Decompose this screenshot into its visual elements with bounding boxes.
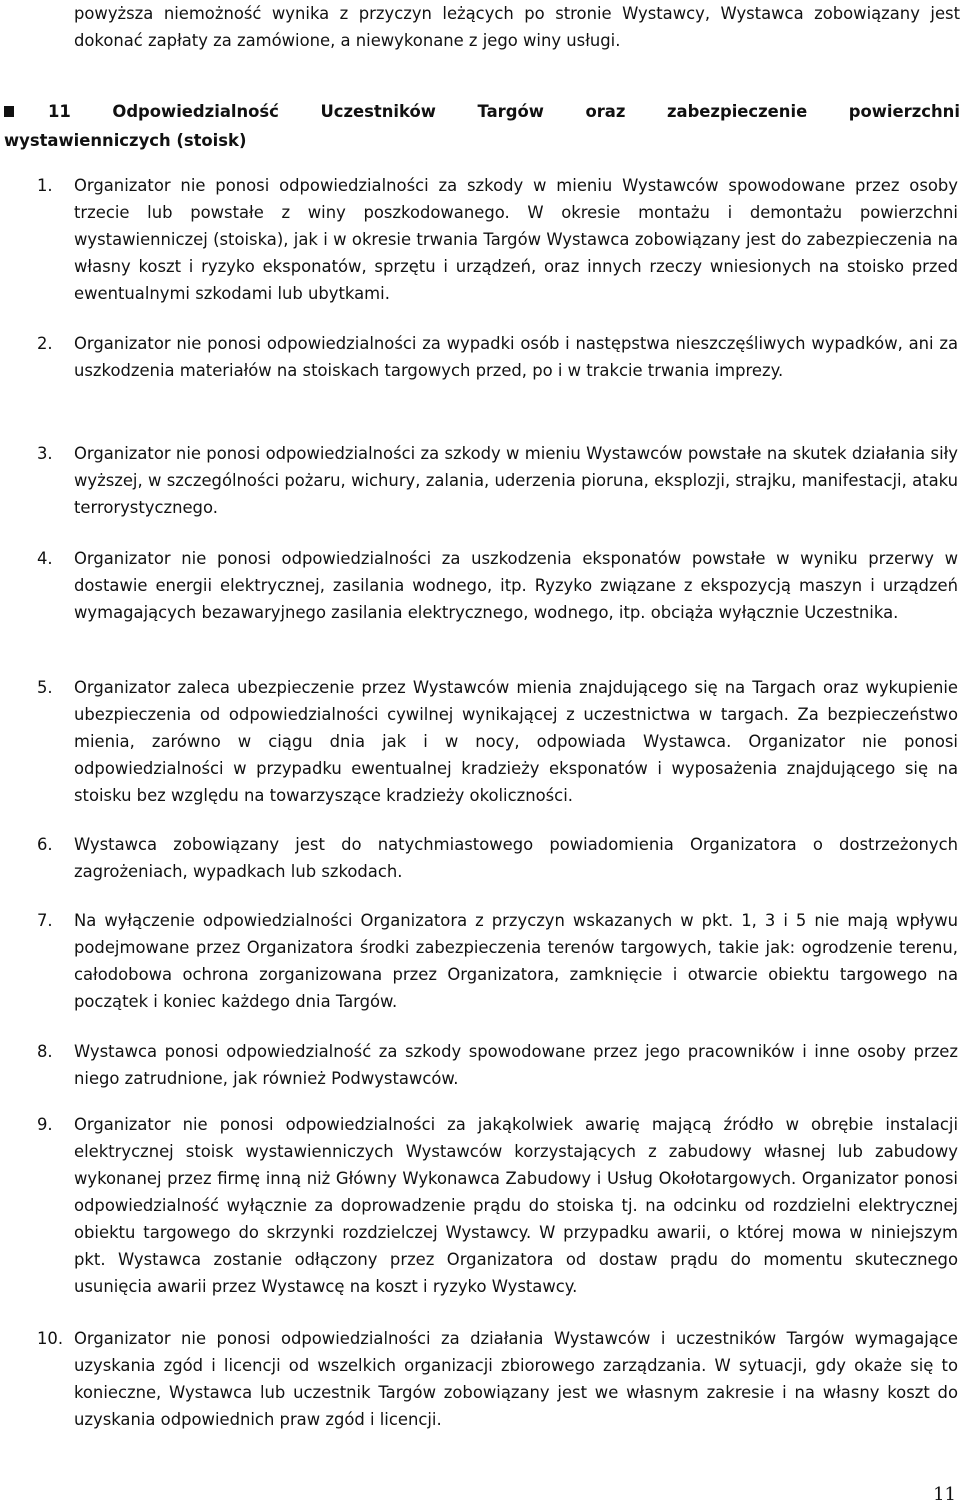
- list-item-number: 6.: [37, 835, 53, 854]
- list-item-number: 2.: [37, 334, 53, 353]
- list-item-number: 8.: [37, 1042, 53, 1061]
- section-word: powierzchni: [848, 102, 960, 121]
- list-item-text: Organizator nie ponosi odpowiedzialności za szkody w mieniu Wystawców spowodowane przez osoby trzecie lub powstałe z winy poszkodowanego. W okresie montażu i demontażu powierzchni wystawienniczej (stoiska), jak i w okresie trwania Targów Wystawca zobowiązany jest do zabezpieczenia na własny koszt i ryzyko eksponatów, sprzętu i urządzeń, oraz innych rzeczy wniesionych na stoisko przed ewentualnymi szkodami lub ubytkami.: [74, 176, 958, 303]
- square-bullet-icon: [4, 106, 14, 117]
- list-item-number: 10.: [37, 1329, 64, 1348]
- list-item-number: 7.: [37, 911, 53, 930]
- list-item-text: Organizator nie ponosi odpowiedzialności za szkody w mieniu Wystawców powstałe na skutek działania siły wyższej, w szczególności pożaru, wichury, zalania, uderzenia pioruna, eksplozji, strajku, manifestacji, ataku terrorystycznego.: [74, 444, 958, 517]
- section-word: Odpowiedzialność: [112, 102, 279, 121]
- section-heading-line-2: wystawienniczych (stoisk): [4, 131, 247, 150]
- list-item-text: Organizator nie ponosi odpowiedzialności za wypadki osób i następstwa nieszczęśliwych wypadków, ani za uszkodzenia materiałów na stoiskach targowych przed, po i w trakcie trwania imprezy.: [74, 334, 958, 380]
- section-word: zabezpieczenie: [666, 102, 808, 121]
- list-item-text: Wystawca ponosi odpowiedzialność za szkody spowodowane przez jego pracowników i inne osoby przez niego zatrudnione, jak również Podwystawców.: [74, 1042, 958, 1088]
- list-item-text: Organizator nie ponosi odpowiedzialności za uszkodzenia eksponatów powstałe w wyniku przerwy w dostawie energii elektrycznej, zasilania wodnego, itp. Ryzyko związane z ekspozycją maszyn i urządzeń wymagających bezawaryjnego zasilania elektrycznego, wodnego, itp. obciąża wyłącznie Uczestnika.: [74, 549, 958, 622]
- section-word: Targów: [477, 102, 544, 121]
- list-item-text: Organizator nie ponosi odpowiedzialności za jakąkolwiek awarię mającą źródło w obrębie instalacji elektrycznej stoisk wystawienniczych Wystawców korzystających z zabudowy własnej lub zabudowy wykonanej przez firmę inną niż Główny Wykonawca Zabudowy i Usług Okołotargowych. Organizator ponosi odpowiedzialność wyłącznie za doprowadzenie prądu do stoiska tj. na odcinku od rozdzielni elektrycznej obiektu targowego do skrzynki rozdzielczej Wystawcy. W przypadku awarii, o której mowa w niniejszym pkt. Wystawca zostanie odłączony przez Organizatora od dostaw prądu do momentu skutecznego usunięcia awarii przez Wystawcę na koszt i ryzyko Wystawcy.: [74, 1115, 958, 1296]
- section-word: oraz: [585, 102, 626, 121]
- section-heading-words: [48, 97, 960, 126]
- list-item-number: 9.: [37, 1115, 53, 1134]
- section-word: Uczestników: [320, 102, 436, 121]
- list-item-text: Wystawca zobowiązany jest do natychmiastowego powiadomienia Organizatora o dostrzeżonych zagrożeniach, wypadkach lub szkodach.: [74, 835, 958, 881]
- list-item-text: Organizator zaleca ubezpieczenie przez Wystawców mienia znajdującego się na Targach oraz wykupienie ubezpieczenia od odpowiedzialności cywilnej wynikającej z uczestnictwa w targach. Za bezpieczeństwo mienia, zarówno w ciągu dnia jak i w nocy, odpowiada Wystawca. Organizator nie ponosi odpowiedzialności w przypadku ewentualnej kradzieży eksponatów i wyposażenia znajdującego się na stoisku bez względu na towarzyszące kradzieży okoliczności.: [74, 678, 958, 805]
- list-item-text: Organizator nie ponosi odpowiedzialności za działania Wystawców i uczestników Targów wymagające uzyskania zgód i licencji od wszelkich organizacji zbiorowego zarządzania. W sytuacji, gdy okaże się to konieczne, Wystawca lub uczestnik Targów zobowiązany jest we własnym zakresie i na własny koszt do uzyskania odpowiednich praw zgód i licencji.: [74, 1329, 958, 1429]
- page-number: 11: [933, 1484, 956, 1505]
- list-item-number: 1.: [37, 176, 53, 195]
- section-heading-line-1: [4, 97, 960, 126]
- list-item-number: 3.: [37, 444, 53, 463]
- section-heading: [4, 97, 960, 155]
- list-item-text: Na wyłączenie odpowiedzialności Organizatora z przyczyn wskazanych w pkt. 1, 3 i 5 nie mają wpływu podejmowane przez Organizatora środki zabezpieczenia terenów targowych, takie jak: ogrodzenie terenu, całodobowa ochrona zorganizowana przez Organizatora, zamknięcie i otwarcie obiektu targowego na początek i koniec każdego dnia Targów.: [74, 911, 958, 1011]
- list-item-number: 5.: [37, 678, 53, 697]
- list-item-number: 4.: [37, 549, 53, 568]
- section-number: 11: [48, 102, 71, 121]
- intro-paragraph: powyższa niemożność wynika z przyczyn leżących po stronie Wystawcy, Wystawca zobowiązany jest dokonać zapłaty za zamówione, a niewykonane z jego winy usługi.: [74, 4, 960, 50]
